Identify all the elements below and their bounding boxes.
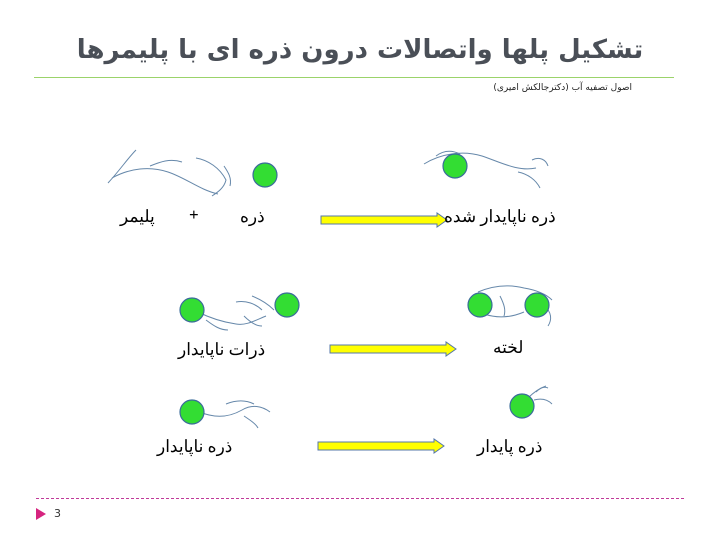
label-plus: + <box>189 205 199 224</box>
label-unstable-particles: ذرات ناپایدار <box>178 340 266 359</box>
particle-floc-b <box>525 293 549 317</box>
polymer-chain <box>108 150 231 196</box>
label-destabilized-particle: ذره ناپایدار شده <box>444 207 556 226</box>
arrow-1 <box>321 213 447 227</box>
label-floc: لخته <box>493 338 524 357</box>
polymer-attached-1 <box>424 151 548 188</box>
polymer-unstable <box>200 401 270 428</box>
particle-destabilized <box>443 154 467 178</box>
particle-3-unstable <box>180 400 204 424</box>
particle-3-stable <box>510 394 534 418</box>
page-number: 3 <box>54 507 61 520</box>
particle-2a <box>180 298 204 322</box>
page-marker-icon <box>36 508 46 520</box>
footer-divider <box>36 498 684 499</box>
slide-subtitle: اصول تصفیه آب (دکترجالکش امیری) <box>493 83 632 93</box>
particle-2b <box>275 293 299 317</box>
slide-title: تشکیل پلها واتصالات درون ذره ای با پلیمرها <box>76 35 644 65</box>
particle-floc-a <box>468 293 492 317</box>
label-particle: ذره <box>240 207 265 226</box>
label-polymer: پلیمر <box>120 207 155 226</box>
particle-1 <box>253 163 277 187</box>
label-stable-particle: ذره پایدار <box>477 437 543 456</box>
polymer-bridge-left <box>198 296 274 330</box>
label-unstable-particle: ذره ناپایدار <box>157 437 233 456</box>
arrow-2 <box>330 342 456 356</box>
arrow-3 <box>318 439 444 453</box>
